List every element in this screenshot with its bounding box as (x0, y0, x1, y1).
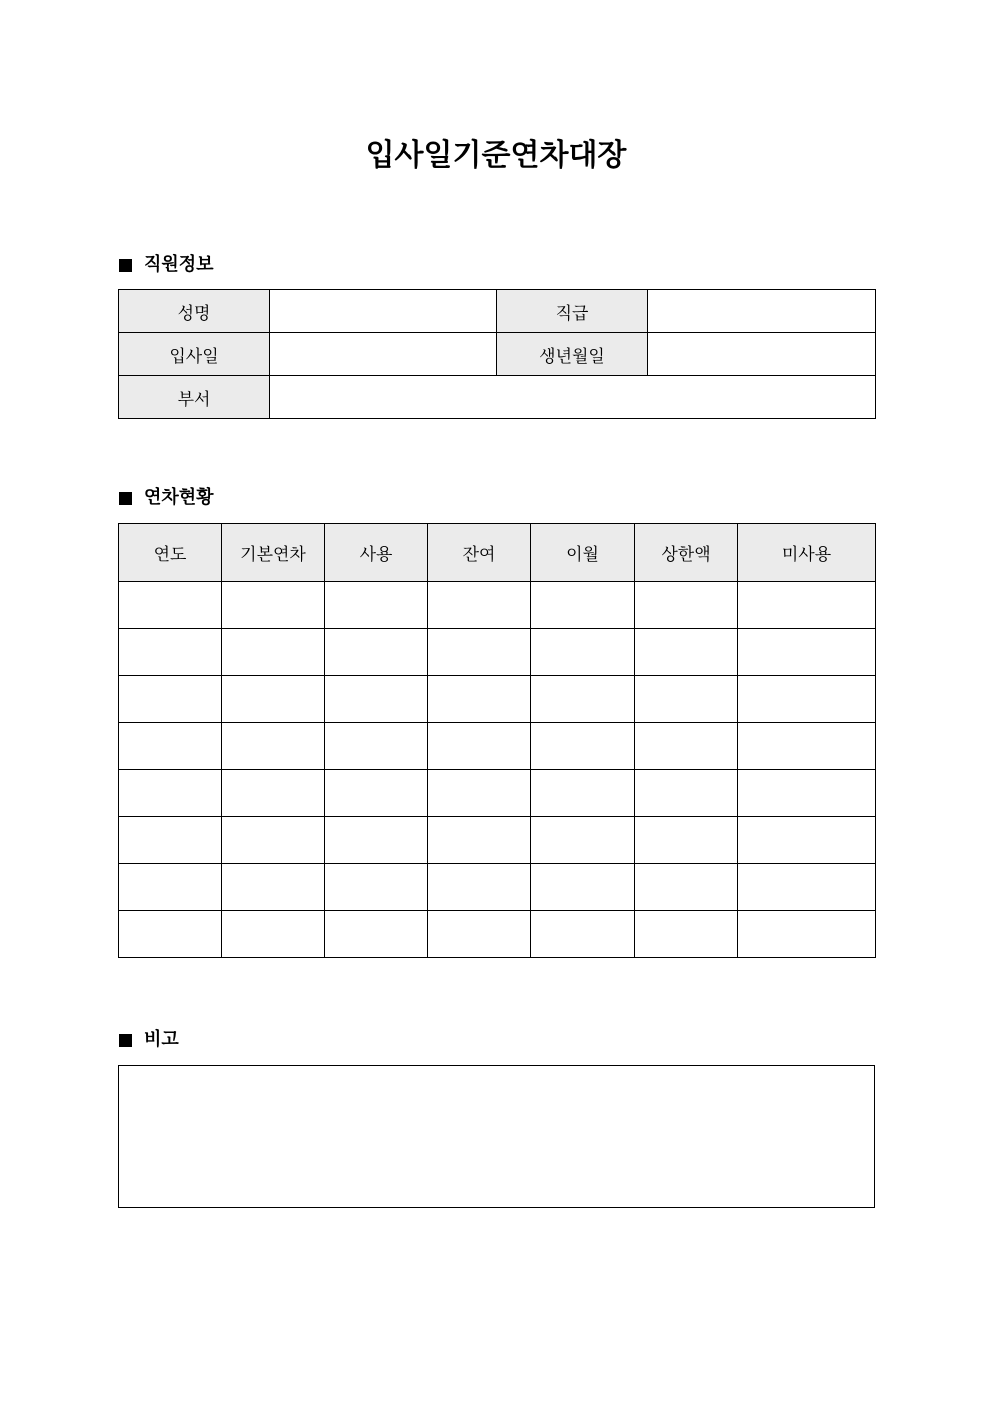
position-label: 직급 (497, 290, 648, 333)
cell-carryover[interactable] (531, 770, 635, 817)
info-row-name (119, 290, 876, 333)
table-row (119, 864, 876, 911)
remarks-field[interactable] (118, 1065, 875, 1208)
cell-limit[interactable] (635, 629, 738, 676)
leave-status-heading-label: 연차현황 (144, 487, 214, 508)
cell-used[interactable] (325, 629, 428, 676)
cell-limit[interactable] (635, 864, 738, 911)
column-header-base-leave: 기본연차 (222, 524, 325, 582)
cell-base-leave[interactable] (222, 911, 325, 958)
cell-base-leave[interactable] (222, 817, 325, 864)
cell-base-leave[interactable] (222, 676, 325, 723)
hire-date-label: 입사일 (119, 333, 270, 376)
department-field[interactable] (270, 376, 876, 419)
square-bullet-icon (119, 259, 132, 272)
cell-year[interactable] (119, 864, 222, 911)
cell-used[interactable] (325, 723, 428, 770)
department-label: 부서 (119, 376, 270, 419)
table-row (119, 629, 876, 676)
document-title: 입사일기준연차대장 (365, 138, 627, 173)
table-row (119, 723, 876, 770)
cell-used[interactable] (325, 864, 428, 911)
employee-info-heading-label: 직원정보 (144, 254, 214, 275)
employee-info-table (118, 289, 876, 419)
cell-carryover[interactable] (531, 911, 635, 958)
cell-year[interactable] (119, 676, 222, 723)
column-header-limit: 상한액 (635, 524, 738, 582)
cell-carryover[interactable] (531, 629, 635, 676)
table-row (119, 817, 876, 864)
column-header-remaining: 잔여 (428, 524, 531, 582)
cell-year[interactable] (119, 629, 222, 676)
cell-year[interactable] (119, 770, 222, 817)
leave-table-body (119, 582, 876, 958)
leave-status-heading (119, 486, 214, 510)
cell-limit[interactable] (635, 817, 738, 864)
cell-unused[interactable] (738, 817, 876, 864)
name-label: 성명 (119, 290, 270, 333)
leave-header-row (119, 524, 876, 582)
column-header-carryover: 이월 (531, 524, 635, 582)
cell-unused[interactable] (738, 911, 876, 958)
cell-unused[interactable] (738, 723, 876, 770)
square-bullet-icon (119, 492, 132, 505)
remarks-heading (119, 1028, 179, 1052)
column-header-used: 사용 (325, 524, 428, 582)
hire-date-field[interactable] (270, 333, 497, 376)
info-row-dates (119, 333, 876, 376)
cell-unused[interactable] (738, 676, 876, 723)
cell-limit[interactable] (635, 723, 738, 770)
cell-limit[interactable] (635, 911, 738, 958)
cell-used[interactable] (325, 911, 428, 958)
cell-remaining[interactable] (428, 676, 531, 723)
table-row (119, 770, 876, 817)
table-row (119, 911, 876, 958)
cell-remaining[interactable] (428, 723, 531, 770)
table-row (119, 676, 876, 723)
column-header-year: 연도 (119, 524, 222, 582)
cell-limit[interactable] (635, 770, 738, 817)
remarks-heading-label: 비고 (144, 1029, 179, 1050)
table-row (119, 582, 876, 629)
cell-carryover[interactable] (531, 582, 635, 629)
cell-used[interactable] (325, 817, 428, 864)
cell-remaining[interactable] (428, 629, 531, 676)
cell-carryover[interactable] (531, 864, 635, 911)
cell-remaining[interactable] (428, 817, 531, 864)
name-field[interactable] (270, 290, 497, 333)
leave-status-table (118, 523, 876, 958)
info-row-department (119, 376, 876, 419)
cell-limit[interactable] (635, 676, 738, 723)
cell-remaining[interactable] (428, 582, 531, 629)
cell-carryover[interactable] (531, 676, 635, 723)
cell-remaining[interactable] (428, 911, 531, 958)
birth-date-label: 생년월일 (497, 333, 648, 376)
employee-info-heading (119, 253, 214, 277)
cell-unused[interactable] (738, 582, 876, 629)
cell-remaining[interactable] (428, 864, 531, 911)
cell-limit[interactable] (635, 582, 738, 629)
cell-carryover[interactable] (531, 723, 635, 770)
cell-year[interactable] (119, 582, 222, 629)
cell-base-leave[interactable] (222, 723, 325, 770)
position-field[interactable] (648, 290, 876, 333)
cell-base-leave[interactable] (222, 582, 325, 629)
cell-year[interactable] (119, 911, 222, 958)
column-header-unused: 미사용 (738, 524, 876, 582)
cell-used[interactable] (325, 770, 428, 817)
cell-unused[interactable] (738, 770, 876, 817)
cell-base-leave[interactable] (222, 864, 325, 911)
cell-year[interactable] (119, 723, 222, 770)
square-bullet-icon (119, 1034, 132, 1047)
cell-carryover[interactable] (531, 817, 635, 864)
cell-unused[interactable] (738, 864, 876, 911)
cell-year[interactable] (119, 817, 222, 864)
cell-base-leave[interactable] (222, 629, 325, 676)
cell-base-leave[interactable] (222, 770, 325, 817)
cell-unused[interactable] (738, 629, 876, 676)
cell-remaining[interactable] (428, 770, 531, 817)
cell-used[interactable] (325, 582, 428, 629)
cell-used[interactable] (325, 676, 428, 723)
birth-date-field[interactable] (648, 333, 876, 376)
